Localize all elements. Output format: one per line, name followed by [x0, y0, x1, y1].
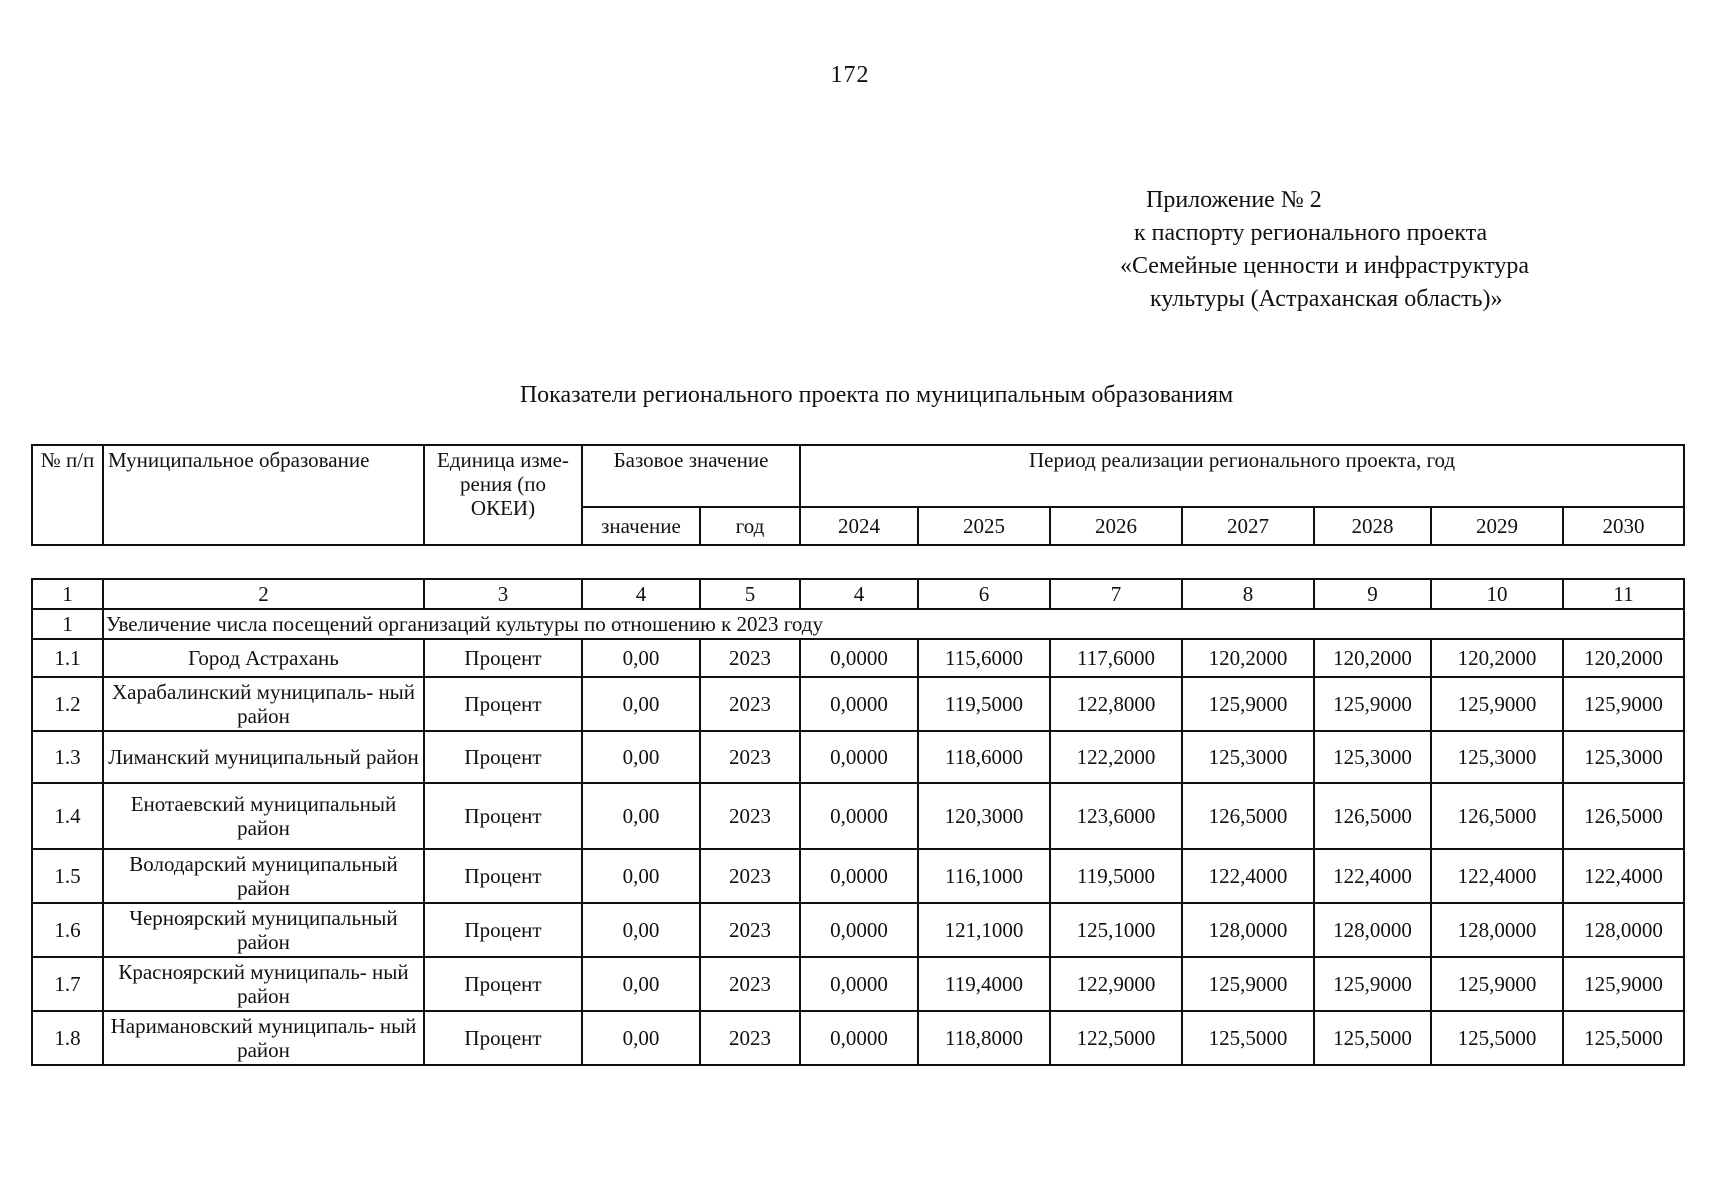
- year-value-cell: 125,9000: [1431, 957, 1563, 1011]
- municipality-name: Лиманский муниципальный район: [103, 731, 424, 783]
- data-table: [31, 578, 1685, 1066]
- year-value-cell: 125,5000: [1431, 1011, 1563, 1065]
- year-value-cell: 121,1000: [918, 903, 1050, 957]
- year-value-cell: 125,9000: [1563, 677, 1684, 731]
- table-row: [32, 903, 1684, 957]
- table-row: [32, 731, 1684, 783]
- year-value-cell: 116,1000: [918, 849, 1050, 903]
- page-number: 172: [830, 62, 870, 88]
- row-num: 1.4: [32, 783, 103, 849]
- header-table: [31, 444, 1685, 546]
- table-row: [32, 1011, 1684, 1065]
- base-value-cell: 0,00: [582, 731, 700, 783]
- year-value-cell: 125,3000: [1314, 731, 1431, 783]
- appendix-line-2: к паспорту регионального проекта: [1134, 220, 1488, 246]
- year-value-cell: 125,3000: [1431, 731, 1563, 783]
- base-year-cell: 2023: [700, 677, 800, 731]
- column-number: 1: [32, 579, 103, 609]
- year-value-cell: 118,8000: [918, 1011, 1050, 1065]
- header-year: 2027: [1182, 507, 1314, 545]
- year-value-cell: 122,5000: [1050, 1011, 1182, 1065]
- row-num: 1.7: [32, 957, 103, 1011]
- appendix-line-4: культуры (Астраханская область)»: [1150, 286, 1503, 312]
- year-value-cell: 119,5000: [1050, 849, 1182, 903]
- year-value-cell: 122,4000: [1431, 849, 1563, 903]
- year-value-cell: 125,5000: [1563, 1011, 1684, 1065]
- year-value-cell: 0,0000: [800, 1011, 918, 1065]
- year-value-cell: 125,9000: [1314, 677, 1431, 731]
- year-value-cell: 120,2000: [1314, 639, 1431, 677]
- year-value-cell: 125,9000: [1563, 957, 1684, 1011]
- year-value-cell: 120,3000: [918, 783, 1050, 849]
- municipality-name: Город Астрахань: [103, 639, 424, 677]
- column-number-row: [32, 579, 1684, 609]
- year-value-cell: 122,4000: [1314, 849, 1431, 903]
- base-year-cell: 2023: [700, 849, 800, 903]
- column-number: 7: [1050, 579, 1182, 609]
- header-year: 2026: [1050, 507, 1182, 545]
- year-value-cell: 125,9000: [1314, 957, 1431, 1011]
- column-number: 5: [700, 579, 800, 609]
- year-value-cell: 128,0000: [1314, 903, 1431, 957]
- row-num: 1.1: [32, 639, 103, 677]
- column-number: 8: [1182, 579, 1314, 609]
- municipality-name: Харабалинский муниципаль- ный район: [103, 677, 424, 731]
- header-year: 2030: [1563, 507, 1684, 545]
- appendix-block: [1120, 184, 1680, 316]
- row-num: 1.3: [32, 731, 103, 783]
- year-value-cell: 128,0000: [1563, 903, 1684, 957]
- base-value-cell: 0,00: [582, 639, 700, 677]
- column-number: 2: [103, 579, 424, 609]
- base-value-cell: 0,00: [582, 957, 700, 1011]
- row-num: 1.5: [32, 849, 103, 903]
- header-base-year: год: [700, 507, 800, 545]
- base-value-cell: 0,00: [582, 1011, 700, 1065]
- year-value-cell: 115,6000: [918, 639, 1050, 677]
- municipality-name: Володарский муниципальный район: [103, 849, 424, 903]
- year-value-cell: 119,4000: [918, 957, 1050, 1011]
- unit-cell: Процент: [424, 1011, 582, 1065]
- year-value-cell: 125,9000: [1431, 677, 1563, 731]
- year-value-cell: 128,0000: [1431, 903, 1563, 957]
- header-num: № п/п: [32, 445, 103, 545]
- header-unit: Единица изме- рения (по ОКЕИ): [424, 445, 582, 545]
- year-value-cell: 125,5000: [1182, 1011, 1314, 1065]
- base-value-cell: 0,00: [582, 783, 700, 849]
- table-row: [32, 639, 1684, 677]
- header-year: 2025: [918, 507, 1050, 545]
- column-number: 10: [1431, 579, 1563, 609]
- unit-cell: Процент: [424, 849, 582, 903]
- row-num: 1.8: [32, 1011, 103, 1065]
- year-value-cell: 126,5000: [1182, 783, 1314, 849]
- unit-cell: Процент: [424, 783, 582, 849]
- header-period: Период реализации регионального проекта, год: [800, 445, 1684, 507]
- year-value-cell: 128,0000: [1182, 903, 1314, 957]
- unit-cell: Процент: [424, 903, 582, 957]
- column-number: 4: [800, 579, 918, 609]
- year-value-cell: 122,2000: [1050, 731, 1182, 783]
- year-value-cell: 126,5000: [1314, 783, 1431, 849]
- column-number: 3: [424, 579, 582, 609]
- year-value-cell: 125,9000: [1182, 677, 1314, 731]
- municipality-name: Енотаевский муниципальный район: [103, 783, 424, 849]
- header-year: 2028: [1314, 507, 1431, 545]
- header-municipality: Муниципальное образование: [103, 445, 424, 545]
- unit-cell: Процент: [424, 731, 582, 783]
- unit-cell: Процент: [424, 677, 582, 731]
- table-row: [32, 783, 1684, 849]
- year-value-cell: 0,0000: [800, 783, 918, 849]
- base-value-cell: 0,00: [582, 903, 700, 957]
- year-value-cell: 122,8000: [1050, 677, 1182, 731]
- year-value-cell: 120,2000: [1563, 639, 1684, 677]
- base-year-cell: 2023: [700, 957, 800, 1011]
- header-base-value: значение: [582, 507, 700, 545]
- header-year: 2029: [1431, 507, 1563, 545]
- base-year-cell: 2023: [700, 903, 800, 957]
- table-row: [32, 957, 1684, 1011]
- year-value-cell: 0,0000: [800, 903, 918, 957]
- table-row: [32, 677, 1684, 731]
- municipality-name: Наримановский муниципаль- ный район: [103, 1011, 424, 1065]
- header-base: Базовое значение: [582, 445, 800, 507]
- year-value-cell: 122,4000: [1563, 849, 1684, 903]
- base-value-cell: 0,00: [582, 849, 700, 903]
- year-value-cell: 119,5000: [918, 677, 1050, 731]
- appendix-line-1: Приложение № 2: [1146, 187, 1322, 213]
- column-number: 9: [1314, 579, 1431, 609]
- document-title: Показатели регионального проекта по муниципальным образованиям: [519, 382, 1234, 408]
- column-number: 6: [918, 579, 1050, 609]
- year-value-cell: 120,2000: [1431, 639, 1563, 677]
- year-value-cell: 125,5000: [1314, 1011, 1431, 1065]
- municipality-name: Красноярский муниципаль- ный район: [103, 957, 424, 1011]
- column-number: 4: [582, 579, 700, 609]
- base-value-cell: 0,00: [582, 677, 700, 731]
- year-value-cell: 118,6000: [918, 731, 1050, 783]
- base-year-cell: 2023: [700, 639, 800, 677]
- section-title: Увеличение числа посещений организаций культуры по отношению к 2023 году: [103, 609, 1684, 639]
- year-value-cell: 0,0000: [800, 639, 918, 677]
- year-value-cell: 117,6000: [1050, 639, 1182, 677]
- year-value-cell: 0,0000: [800, 677, 918, 731]
- base-year-cell: 2023: [700, 783, 800, 849]
- year-value-cell: 126,5000: [1431, 783, 1563, 849]
- base-year-cell: 2023: [700, 731, 800, 783]
- unit-cell: Процент: [424, 957, 582, 1011]
- header-year: 2024: [800, 507, 918, 545]
- column-number: 11: [1563, 579, 1684, 609]
- section-num: 1: [32, 609, 103, 639]
- year-value-cell: 125,9000: [1182, 957, 1314, 1011]
- year-value-cell: 120,2000: [1182, 639, 1314, 677]
- year-value-cell: 122,9000: [1050, 957, 1182, 1011]
- year-value-cell: 125,1000: [1050, 903, 1182, 957]
- base-year-cell: 2023: [700, 1011, 800, 1065]
- year-value-cell: 126,5000: [1563, 783, 1684, 849]
- appendix-line-3: «Семейные ценности и инфраструктура: [1120, 253, 1530, 279]
- unit-cell: Процент: [424, 639, 582, 677]
- year-value-cell: 122,4000: [1182, 849, 1314, 903]
- year-value-cell: 125,3000: [1182, 731, 1314, 783]
- year-value-cell: 0,0000: [800, 849, 918, 903]
- year-value-cell: 125,3000: [1563, 731, 1684, 783]
- table-row: [32, 849, 1684, 903]
- row-num: 1.6: [32, 903, 103, 957]
- row-num: 1.2: [32, 677, 103, 731]
- year-value-cell: 0,0000: [800, 731, 918, 783]
- section-row: [32, 609, 1684, 639]
- municipality-name: Черноярский муниципальный район: [103, 903, 424, 957]
- year-value-cell: 123,6000: [1050, 783, 1182, 849]
- year-value-cell: 0,0000: [800, 957, 918, 1011]
